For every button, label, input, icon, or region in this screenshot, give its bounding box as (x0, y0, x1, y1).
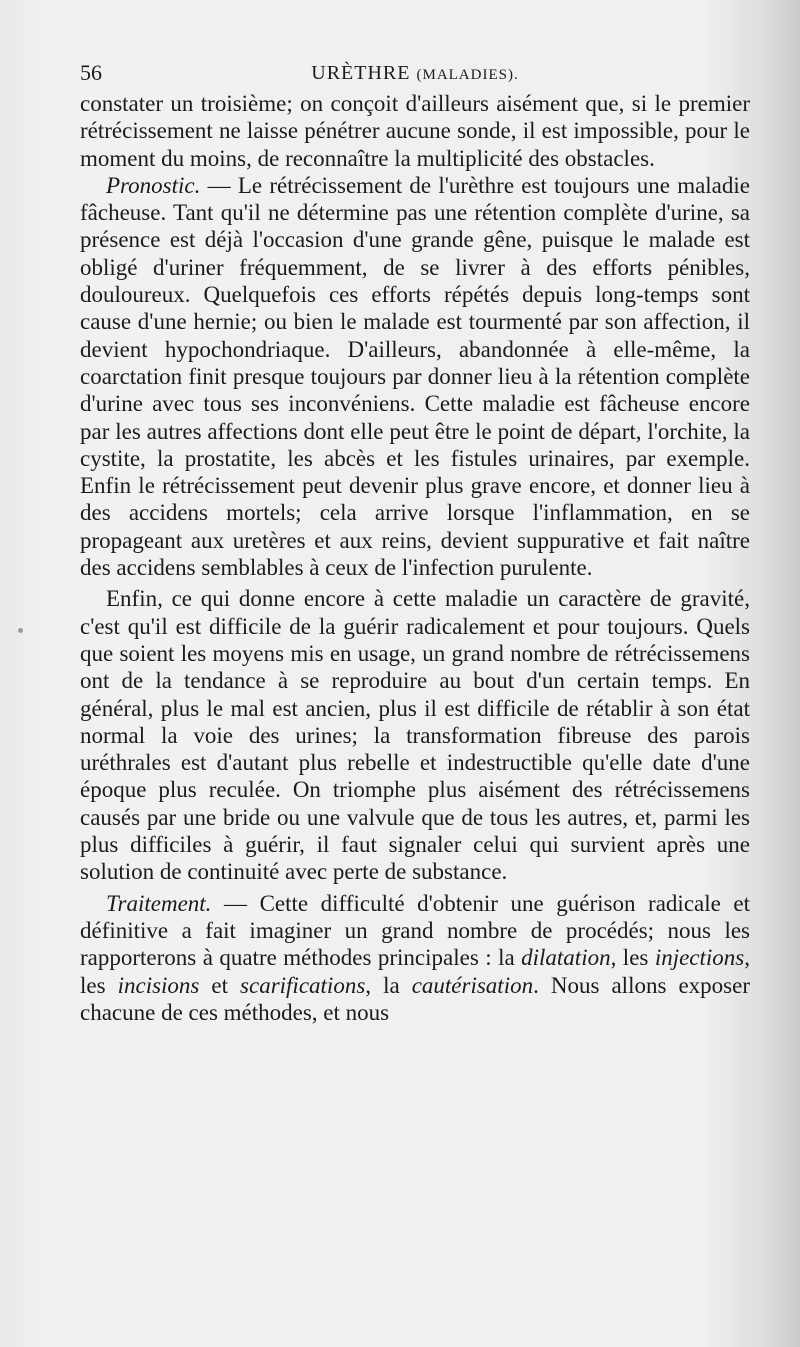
paragraph-pronostic-text: — Le rétrécissement de l'urèthre est toujours une maladie fâcheuse. Tant qu'il ne détermine pas une rétention complète d'urine, sa présence est déjà l'occasion d'une grande gêne, puisque le malade est obligé d'uriner fréquemment, de se livrer à des efforts pénibles, douloureux. Quelquefois ces efforts répétés depuis long-temps sont cause d'une hernie; ou bien le malade est tourmenté par son affection, il devient hypochondriaque. D'ailleurs, abandonnée à elle-même, la coarctation finit presque toujours par donner lieu à la rétention complète d'urine avec tous ses inconvéniens. Cette maladie est fâcheuse encore par les autres affections dont elle peut être le point de départ, l'orchite, la cystite, la prostatite, les abcès et les fistules urinaires, par exemple. Enfin le rétrécissement peut devenir plus grave encore, et donner lieu à des accidens mortels; cela arrive lorsque l'inflammation, en se propageant aux uretères et aux reins, devient suppurative et fait naître des accidens semblables à ceux de l'infection purulente. (80, 172, 750, 581)
traitement-text-a: — Cette difficulté d'obtenir une guérison radicale et définitive a fait imaginer un grand nombre de procédés; nous les rapporterons à quatre méthodes principales : la (80, 890, 751, 971)
paragraph-continuation: constater un troisième; on conçoit d'ailleurs aisément que, si le premier rétrécissement ne laisse pénétrer aucune sonde, il est impossible, pour le moment du moins, de reconnaître la multiplicité des obstacles. (80, 91, 750, 171)
running-head (80, 58, 750, 90)
running-head-subtitle: (MALADIES). (416, 67, 519, 83)
term-injections: injections (654, 945, 745, 971)
traitement-text-e: , la (365, 972, 412, 998)
traitement-text-d: et (199, 972, 241, 998)
page-number: 56 (80, 60, 102, 85)
term-incisions: incisions (117, 972, 200, 998)
traitement-text-b: , les (610, 945, 655, 971)
page-header (80, 58, 750, 88)
term-scarifications: scarifications (240, 972, 366, 998)
margin-speck (18, 628, 23, 633)
traitement-text-c: , les (80, 945, 750, 998)
term-cauterisation: cautérisation (411, 972, 534, 998)
paragraph-pronostic (80, 172, 750, 581)
paragraph-gravite: Enfin, ce qui donne encore à cette maladie un caractère de gravité, c'est qu'il est difficile de la guérir radicalement et pour toujours. Quels que soient les moyens mis en usage, un grand nombre de rétrécissemens ont de la tendance à se reproduire au bout d'un certain temps. En général, plus le mal est ancien, plus il est difficile de rétablir à son état normal la voie des urines; la transformation fibreuse des parois uréthrales est d'autant plus rebelle et indestructible qu'elle date d'une époque plus reculée. On triomphe plus aisément des rétrécissemens causés par une bride ou une valvule que de tous les autres, et, parmi les plus difficiles à guérir, il faut signaler celui qui survient après une solution de continuité avec perte de substance. (80, 586, 750, 885)
section-label-pronostic: Pronostic. (106, 172, 201, 198)
paragraph-traitement (80, 890, 750, 1026)
term-dilatation: dilatation (521, 945, 611, 971)
traitement-text-f: . Nous allons exposer chacune de ces méthodes, et nous (80, 972, 750, 1025)
running-head-title: URÈTHRE (311, 62, 411, 84)
section-label-traitement: Traitement. (106, 890, 212, 916)
body-text (80, 90, 750, 1026)
